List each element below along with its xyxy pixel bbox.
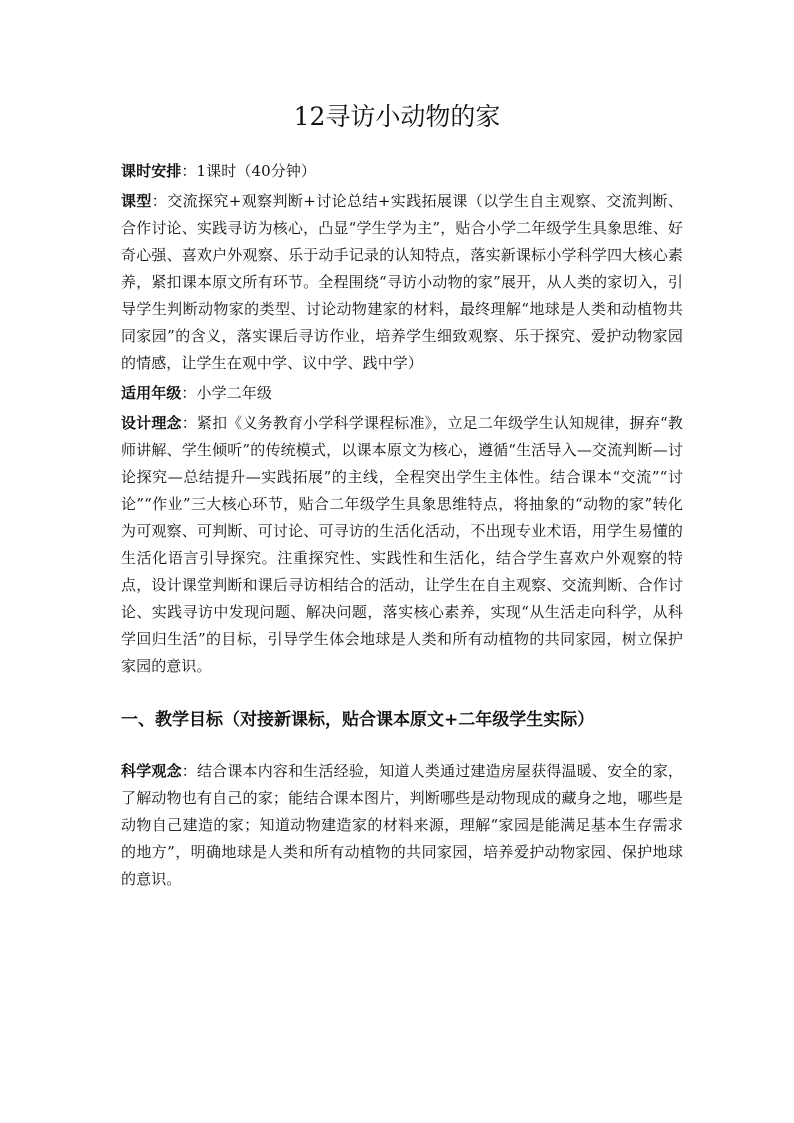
science-concept-value: ：结合课本内容和生活经验，知道人类通过建造房屋获得温暖、安全的家，了解动物也有自己的家；能结合课本图片，判断哪些是动物现成的藏身之地，哪些是动物自己建造的家；知道动物建造家的材料来源，理解“家园是能满足基本生存需求的地方”，明确地球是人类和所有动植物的共同家园，培养爱护动物家园、保护地球的意识。 xyxy=(121,762,683,888)
design-concept-value: ：紧扣《义务教育小学科学课程标准》，立足二年级学生认知规律，摒弃“教师讲解、学生倾听”的传统模式，以课本原文为核心，遵循“生活导入—交流判断—讨论探究—总结提升—实践拓展”的主线，全程突出学生主体性。结合课本“交流”“讨论”“作业”三大核心环节，贴合二年级学生具象思维特点，将抽象的“动物的家”转化为可观察、可判断、可讨论、可寻访的生活化活动，不出现专业术语，用学生易懂的生活化语言引导探究。注重探究性、实践性和生活化，结合学生喜欢户外观察的特点，设计课堂判断和课后寻访相结合的活动，让学生在自主观察、交流判断、合作讨论、实践寻访中发现问题、解决问题，落实核心素养，实现“从生活走向科学，从科学回归生活”的目标，引导学生体会地球是人类和所有动植物的共同家园，树立保护家园的意识。 xyxy=(121,414,683,675)
schedule-value: ：1课时（40分钟） xyxy=(181,162,317,180)
schedule-label: 课时安排 xyxy=(121,162,182,180)
grade-value: ：小学二年级 xyxy=(181,384,273,402)
document-title: 12寻访小动物的家 xyxy=(293,102,501,131)
lesson-type-value: ：交流探究+观察判断+讨论总结+实践拓展课（以学生自主观察、交流判断、合作讨论、实践寻访为核心，凸显“学生学为主”，贴合小学二年级学生具象思维、好奇心强、喜欢户外观察、乐于动手记录的认知特点，落实新课标小学科学四大核心素养，紧扣课本原文所有环节。全程围绕“寻访小动物的家”展开，从人类的家切入，引导学生判断动物家的类型、讨论动物建家的材料，最终理解“地球是人类和动植物共同家园”的含义，落实课后寻访作业，培养学生细致观察、乐于探究、爱护动物家园的情感，让学生在观中学、议中学、践中学） xyxy=(121,192,683,372)
section-heading-objectives: 一、教学目标（对接新课标，贴合课本原文+二年级学生实际） xyxy=(121,710,595,730)
design-concept-paragraph xyxy=(121,410,683,680)
schedule-paragraph xyxy=(121,158,683,185)
lesson-type-paragraph xyxy=(121,188,683,377)
lesson-type-label: 课型 xyxy=(121,192,152,210)
science-concept-paragraph xyxy=(121,758,683,893)
document-body xyxy=(121,158,683,893)
grade-paragraph xyxy=(121,380,683,407)
design-concept-label: 设计理念 xyxy=(121,414,182,432)
grade-label: 适用年级 xyxy=(121,384,182,402)
science-concept-label: 科学观念 xyxy=(121,762,182,780)
